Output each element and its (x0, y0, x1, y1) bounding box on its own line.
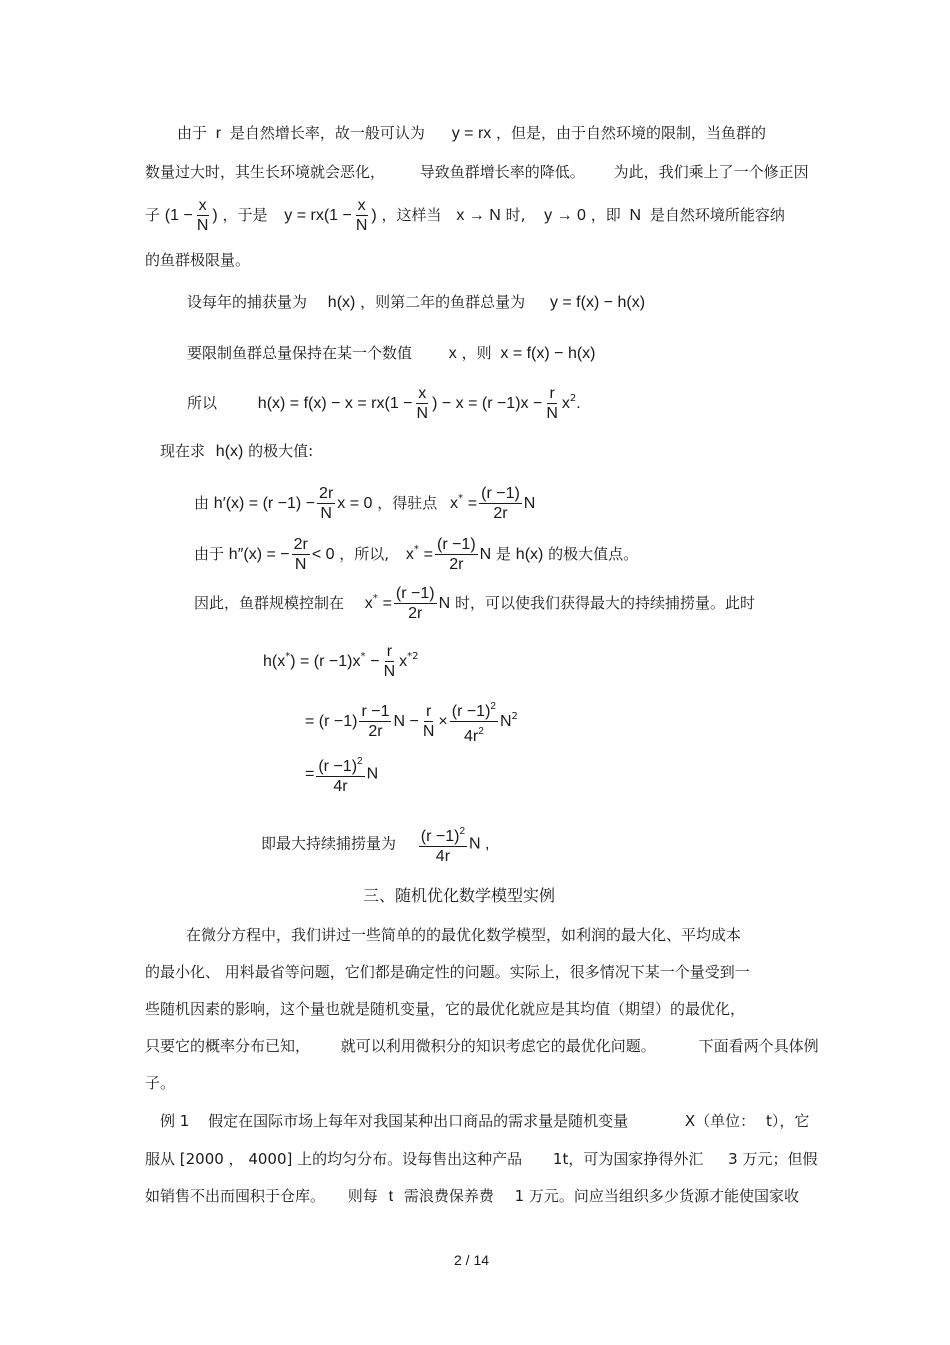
fraction: $\frac{(r -1)}{2r}$ (436, 536, 476, 573)
equation-line: = $\frac{(r -1)^2}{4r}$ N (305, 752, 378, 796)
fraction: $\frac{x}{N}$ (196, 197, 209, 234)
text-line: 例 1 假定在国际市场上每年对我国某种出口商品的需求量是随机变量 X（单位： t），它 (160, 1112, 810, 1130)
text-line: 些随机因素的影响，这个量也就是随机变量，它的最优化就应是其均值（期望）的最优化， (145, 1000, 746, 1018)
fraction: $\frac{(r -1)^2}{4r}$ (316, 752, 364, 796)
fraction: $\frac{r}{N}$ (383, 643, 396, 680)
fraction: $\frac{r -1}{2r}$ (361, 703, 390, 740)
formula-line: 子 (1 − $\frac{x}{N}$ ) ，于是 y = rx(1 − $\frac{x}{N}$ ) ，这样当 x → N 时, y → 0 ，即 N 是自然环境所能容纳 (145, 197, 785, 234)
text-line: 的最小化、 用料最省等问题，它们都是确定性的问题。实际上，很多情况下某一个量受到一 (145, 963, 750, 981)
fraction: $\frac{2r}{N}$ (319, 485, 334, 522)
section-heading: 三、随机优化数学模型实例 (363, 886, 556, 905)
fraction: $\frac{r}{N}$ (422, 703, 435, 740)
equation-line: h(x*) = (r −1)x* − $\frac{r}{N}$ $x^{*2}$ (263, 643, 419, 680)
page-number: 2 / 14 (454, 1252, 490, 1268)
text-line: 设每年的捕获量为 h(x) ，则第二年的鱼群总量为 y = f(x) − h(x) (187, 293, 646, 311)
formula-line: 由 h′(x) = (r −1) − $\frac{2r}{N}$ x = 0 ，得驻点 x* = $\frac{(r -1)}{2r}$ N (194, 485, 536, 522)
equation-line: 即最大持续捕捞量为 $\frac{(r -1)^2}{4r}$ N , (261, 822, 489, 866)
fraction: $\frac{(r -1)}{2r}$ (481, 485, 520, 522)
text-line: 子。 (145, 1074, 176, 1092)
formula-line: 由于 h″(x) = − $\frac{2r}{N}$ < 0 ，所以, x* = $\frac{(r -1)}{2r}$ N 是 h(x) 的极大值点。 (194, 536, 639, 573)
text-line: 由于 r 是自然增长率，故一般可认为 y = rx ，但是，由于自然环境的限制，当鱼群的 (177, 124, 767, 142)
formula-line: 因此，鱼群规模控制在 x* = $\frac{(r -1)}{2r}$ N 时，可以使我们获得最大的持续捕捞量。此时 (194, 585, 755, 622)
text-line: 在微分方程中，我们讲过一些简单的的最优化数学模型，如利润的最大化、平均成本 (186, 926, 742, 944)
fraction: $\frac{x}{N}$ (416, 385, 429, 422)
equation-line: = (r −1) $\frac{r -1}{2r}$ N − $\frac{r}{N}$ × $\frac{(r -1)^2}{4r^2}$ $N^2$ (305, 697, 518, 746)
fraction: $\frac{x}{N}$ (355, 197, 368, 234)
text-line: 要限制鱼群总量保持在某一个数值 x ，则 x = f(x) − h(x) (187, 344, 596, 362)
text-line: 的鱼群极限量。 (145, 251, 251, 269)
fraction: $\frac{(r -1)^2}{4r^2}$ (450, 697, 498, 746)
fraction: $\frac{(r -1)}{2r}$ (395, 585, 435, 622)
text-line: 数量过大时，其生长环境就会恶化， 导致鱼群增长率的降低。 为此，我们乘上了一个修正因 (145, 163, 809, 181)
formula-line: 所以 h(x) = f(x) − x = rx(1 − $\frac{x}{N}$ ) − x = (r −1)x − $\frac{r}{N}$ $x^2$. (187, 385, 581, 422)
fraction: $\frac{(r -1)^2}{4r}$ (419, 822, 467, 866)
fraction: $\frac{2r}{N}$ (293, 536, 308, 573)
text-line: 如销售不出而囤积于仓库。 则每 t 需浪费保养费 1 万元。问应当组织多少货源才能使国家收 (145, 1187, 799, 1205)
text-line: 现在求 h(x) 的极大值: (160, 442, 314, 460)
fraction: $\frac{r}{N}$ (546, 385, 558, 422)
text-line: 只要它的概率分布已知， 就可以利用微积分的知识考虑它的最优化问题。 下面看两个具体例 (145, 1037, 819, 1055)
text-line: 服从 [2000 ， 4000] 上的均匀分布。设每售出这种产品 1t，可为国家挣得外汇 3 万元；但假 (145, 1150, 818, 1168)
